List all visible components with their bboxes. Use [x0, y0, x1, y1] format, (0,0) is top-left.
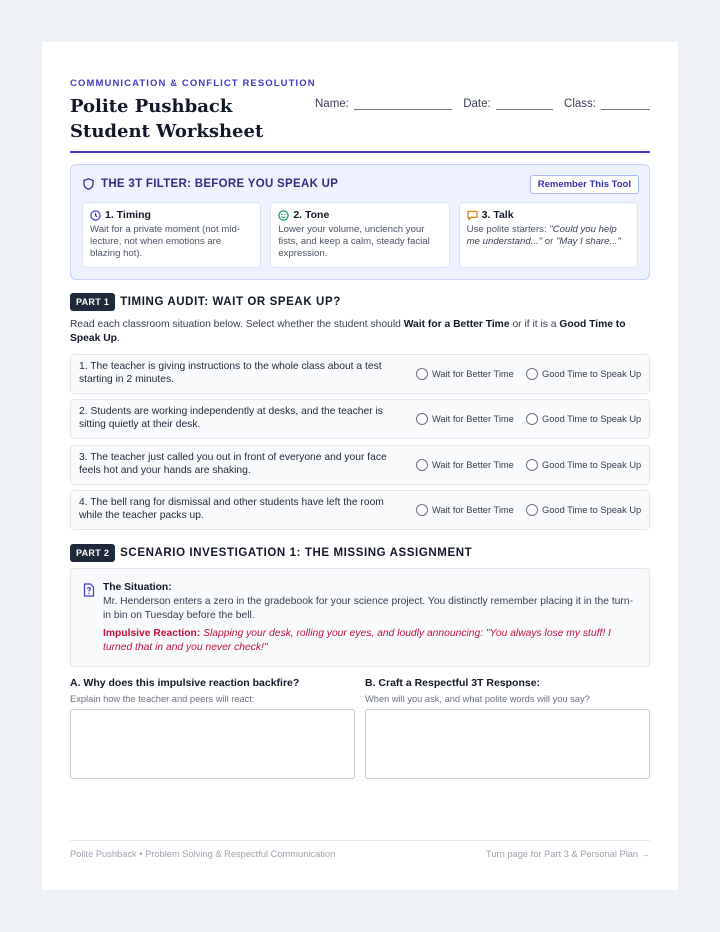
footer-divider — [70, 840, 650, 841]
footer-right: Turn page for Part 3 & Personal Plan → — [486, 849, 650, 859]
question-document-icon — [83, 583, 95, 597]
instr-text-a: Read each classroom situation below. Select whether the student should — [70, 319, 404, 330]
class-line[interactable] — [601, 99, 650, 110]
talk-quote-2: "May I share..." — [555, 236, 621, 247]
date-label: Date: — [463, 98, 491, 110]
question-text: 3. The teacher just called you out in front of everyone and your face feels hot and your hands are shaking. — [79, 452, 387, 476]
option-wait[interactable] — [416, 413, 514, 425]
situation-label: The Situation: — [103, 582, 172, 593]
part2-heading — [70, 544, 472, 562]
response-column-b — [365, 677, 650, 779]
filter-panel — [70, 164, 650, 280]
tone-title: 2. Tone — [293, 209, 330, 221]
header-divider — [70, 151, 650, 153]
timing-body: Wait for a private moment (not mid-lecture, not when emotions are blazing hot). — [90, 224, 240, 259]
response-column-a — [70, 677, 355, 779]
tone-body: Lower your volume, unclench your fists, and keep a calm, steady facial expression. — [278, 224, 430, 259]
column-a-title: A. Why does this impulsive reaction backfire? — [70, 677, 300, 689]
talk-quote-1: "Could you help me understand..." — [466, 224, 617, 247]
column-a-subtitle: Explain how the teacher and peers will react: — [70, 694, 255, 704]
option-good[interactable] — [526, 504, 641, 516]
talk-intro: Use polite starters: — [466, 224, 550, 235]
question-row — [70, 354, 650, 394]
question-row — [70, 490, 650, 530]
instr-bold-good: Good Time to Speak Up — [70, 319, 626, 344]
class-label: Class: — [564, 98, 596, 110]
option-wait[interactable] — [416, 459, 514, 471]
question-text: 1. The teacher is giving instructions to the whole class about a test starting in 2 minutes. — [79, 361, 382, 385]
student-info-fields — [315, 98, 650, 110]
name-label: Name: — [315, 98, 349, 110]
part2-title: SCENARIO INVESTIGATION 1: THE MISSING ASSIGNMENT — [120, 547, 473, 559]
column-b-title: B. Craft a Respectful 3T Response: — [365, 677, 541, 689]
date-field[interactable] — [463, 98, 553, 110]
option-label: Wait for Better Time — [432, 414, 514, 424]
timing-card — [82, 202, 261, 268]
talk-card — [459, 202, 638, 268]
option-label: Wait for Better Time — [432, 505, 514, 515]
class-field[interactable] — [564, 98, 650, 110]
instr-text-c: or if it is a — [509, 319, 560, 330]
smiley-icon — [278, 210, 289, 221]
talk-body — [467, 224, 630, 248]
speech-bubble-icon — [467, 210, 478, 221]
talk-connector: or — [542, 236, 556, 247]
worksheet-page — [42, 42, 678, 890]
instr-bold-wait: Wait for a Better Time — [403, 319, 510, 330]
scenario-box — [70, 568, 650, 667]
radio-button[interactable] — [416, 413, 428, 425]
radio-button[interactable] — [526, 459, 538, 471]
option-label: Good Time to Speak Up — [542, 369, 642, 379]
option-label: Wait for Better Time — [432, 369, 514, 379]
option-good[interactable] — [526, 413, 641, 425]
part1-instructions — [70, 318, 650, 346]
date-line[interactable] — [496, 99, 553, 110]
question-row — [70, 399, 650, 439]
filter-heading — [83, 178, 338, 190]
radio-button[interactable] — [416, 459, 428, 471]
radio-button[interactable] — [416, 368, 428, 380]
timing-title: 1. Timing — [105, 209, 151, 221]
part1-title: TIMING AUDIT: WAIT OR SPEAK UP? — [120, 296, 341, 308]
eyebrow-label: COMMUNICATION & CONFLICT RESOLUTION — [70, 78, 316, 89]
name-line[interactable] — [354, 99, 452, 110]
page-title: Polite Pushback Student Worksheet — [70, 96, 264, 142]
option-label: Good Time to Speak Up — [542, 414, 642, 424]
answer-box-b[interactable] — [365, 709, 650, 779]
option-wait[interactable] — [416, 368, 514, 380]
clock-icon — [90, 210, 101, 221]
column-b-subtitle: When will you ask, and what polite words will you say? — [365, 694, 590, 704]
remember-tool-button[interactable]: Remember This Tool — [530, 175, 639, 194]
option-good[interactable] — [526, 459, 641, 471]
option-good[interactable] — [526, 368, 641, 380]
shield-icon — [83, 178, 94, 190]
part1-heading — [70, 293, 341, 311]
option-label: Good Time to Speak Up — [542, 460, 642, 470]
option-label: Wait for Better Time — [432, 460, 514, 470]
impulsive-reaction — [103, 627, 637, 655]
name-field[interactable] — [315, 98, 452, 110]
option-label: Good Time to Speak Up — [542, 505, 642, 515]
option-wait[interactable] — [416, 504, 514, 516]
situation-text: Mr. Henderson enters a zero in the gradebook for your science project. You distinctly remember placing it in the turn-in bin on Tuesday before the bell. — [103, 596, 633, 621]
filter-title: THE 3T FILTER: BEFORE YOU SPEAK UP — [101, 178, 339, 190]
answer-box-a[interactable] — [70, 709, 355, 779]
radio-button[interactable] — [416, 504, 428, 516]
radio-button[interactable] — [526, 413, 538, 425]
filter-cards — [82, 202, 638, 268]
question-text: 4. The bell rang for dismissal and other students have left the room while the teacher packs up. — [79, 497, 384, 521]
part2-badge: PART 2 — [70, 544, 115, 562]
question-row — [70, 445, 650, 485]
instr-text-d: . — [116, 333, 120, 344]
tone-card — [270, 202, 449, 268]
footer — [70, 849, 650, 859]
radio-button[interactable] — [526, 504, 538, 516]
impulsive-label: Impulsive Reaction: — [103, 628, 201, 639]
footer-left: Polite Pushback • Problem Solving & Respectful Communication — [70, 849, 336, 859]
question-text: 2. Students are working independently at desks, and the teacher is sitting quietly at their desk. — [79, 406, 383, 430]
impulsive-text: Slapping your desk, rolling your eyes, and loudly announcing: "You always lose my stuff! I turned that in and you never check!" — [103, 628, 611, 653]
part1-badge: PART 1 — [70, 293, 115, 311]
talk-title: 3. Talk — [481, 209, 514, 221]
radio-button[interactable] — [526, 368, 538, 380]
